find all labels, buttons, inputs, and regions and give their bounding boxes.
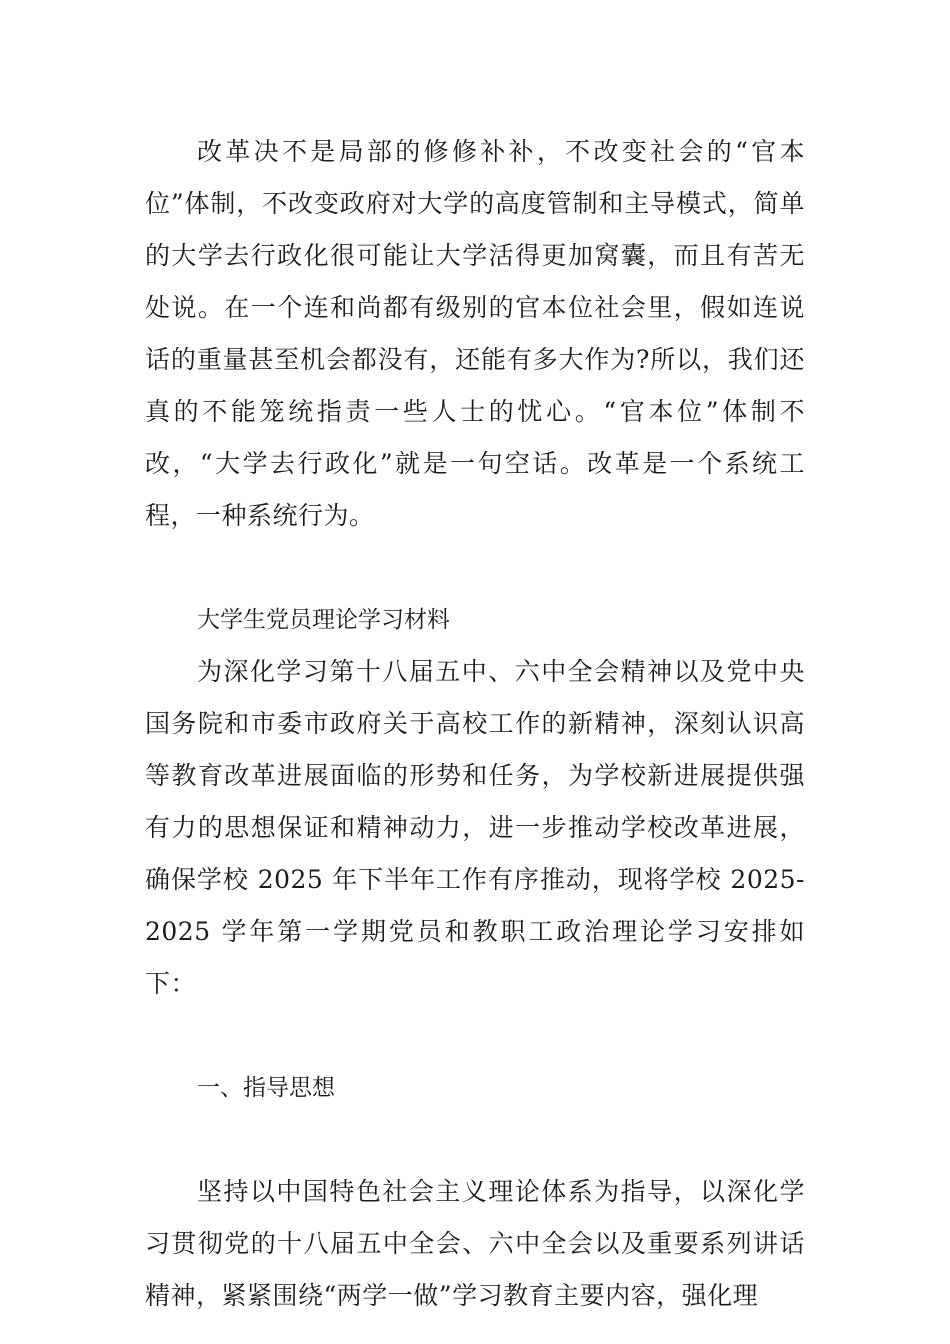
paragraph-study-plan: 为深化学习第十八届五中、六中全会精神以及党中央国务院和市委市政府关于高校工作的新精神，深刻认识高等教育改革进展面临的形势和任务，为学校新进展提供强有力的思想保证和精神动力，进一步推动学校改革进展，确保学校 2025 年下半年工作有序推动，现将学校 2025-2025 学年第一学期党员和教职工政治理论学习安排如下： [145, 657, 805, 998]
document-title: 大学生党员理论学习材料 [197, 607, 450, 633]
spacer [145, 1114, 805, 1166]
document-page [145, 126, 805, 1322]
paragraph-reform: 改革决不是局部的修修补补，不改变社会的“官本位”体制，不改变政府对大学的高度管制和主导模式，简单的大学去行政化很可能让大学活得更加窝囊，而且有苦无处说。在一个连和尚都有级别的官本位社会里，假如连说话的重量甚至机会都没有，还能有多大作为?所以，我们还真的不能笼统指责一些人士的忧心。“官本位”体制不改，“大学去行政化”就是一句空话。改革是一个系统工程，一种系统行为。 [145, 137, 805, 530]
spacer [145, 542, 805, 594]
paragraph-guiding-thought: 坚持以中国特色社会主义理论体系为指导，以深化学习贯彻党的十八届五中全会、六中全会以及重要系列讲话精神，紧紧围绕“两学一做”学习教育主要内容，强化理 [145, 1177, 805, 1310]
section-heading-guiding-thought: 一、指导思想 [197, 1075, 335, 1101]
spacer [145, 1010, 805, 1062]
